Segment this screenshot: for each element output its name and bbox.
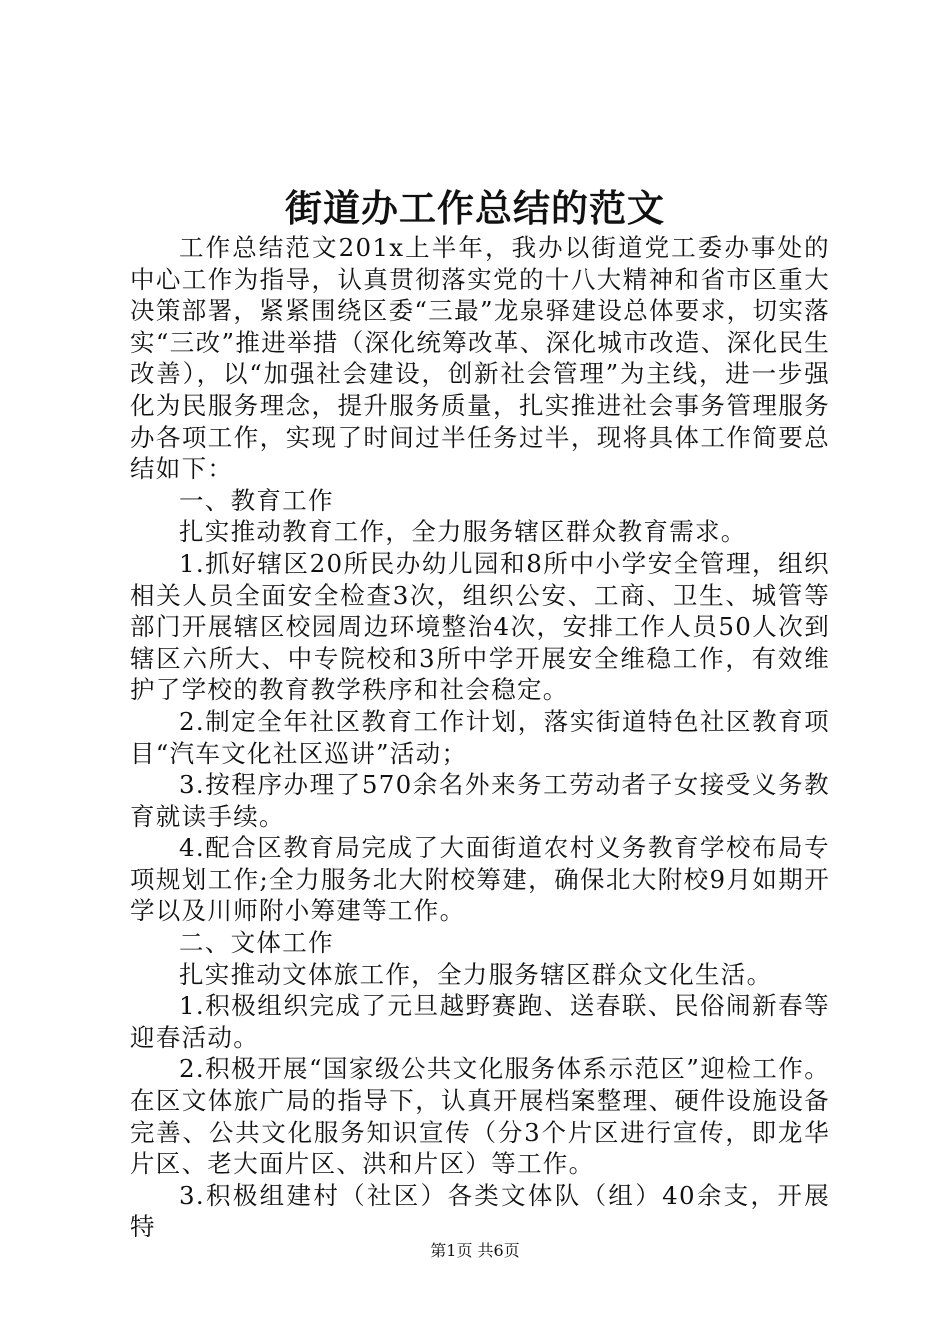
paragraph-education-item-3: 3.按程序办理了570余名外来务工劳动者子女接受义务教育就读手续。 xyxy=(130,770,830,831)
page-footer: 第1页 共6页 xyxy=(430,1241,520,1260)
paragraph-education-item-4: 4.配合区教育局完成了大面街道农村义务教育学校布局专项规划工作;全力服务北大附校筹建，确保北大附校9月如期开学以及川师附小筹建等工作。 xyxy=(130,833,830,926)
paragraph-education-summary: 扎实推动教育工作，全力服务辖区群众教育需求。 xyxy=(179,517,747,547)
paragraph-intro: 工作总结范文201x上半年，我办以街道党工委办事处的中心工作为指导，认真贯彻落实党的十八大精神和省市区重大决策部署，紧紧围绕区委“三最”龙泉驿建设总体要求，切实落实“三改”推进举措（深化统筹改革、深化城市改造、深化民生改善），以“加强社会建设，创新社会管理”为主线，进一步强化为民服务理念，提升服务质量，扎实推进社会事务管理服务办各项工作，实现了时间过半任务过半，现将具体工作简要总结如下： xyxy=(130,233,830,484)
paragraph-culture-item-1: 1.积极组织完成了元旦越野赛跑、送春联、民俗闹新春等迎春活动。 xyxy=(130,991,830,1052)
document-body xyxy=(130,232,830,1243)
document-title: 街道办工作总结的范文 xyxy=(285,186,665,230)
section-heading-education: 一、教育工作 xyxy=(179,485,334,515)
paragraph-education-item-1: 1.抓好辖区20所民办幼儿园和8所中小学安全管理，组织相关人员全面安全检查3次，组织公安、工商、卫生、城管等部门开展辖区校园周边环境整治4次，安排工作人员50人次到辖区六所大、中专院校和3所中学开展安全维稳工作，有效维护了学校的教育教学秩序和社会稳定。 xyxy=(130,548,830,705)
paragraph-culture-item-3: 3.积极组建村（社区）各类文体队（组）40余支，开展特 xyxy=(130,1180,830,1242)
paragraph-culture-summary: 扎实推动文体旅工作，全力服务辖区群众文化生活。 xyxy=(179,959,773,989)
section-heading-culture-sports: 二、文体工作 xyxy=(179,928,334,958)
paragraph-culture-item-2: 2.积极开展“国家级公共文化服务体系示范区”迎检工作。在区文体旅广局的指导下，认真开展档案整理、硬件设施设备完善、公共文化服务知识宣传（分3个片区进行宣传，即龙华片区、老大面片区、洪和片区）等工作。 xyxy=(130,1054,830,1179)
paragraph-education-item-2: 2.制定全年社区教育工作计划，落实街道特色社区教育项目“汽车文化社区巡讲”活动； xyxy=(130,706,830,768)
